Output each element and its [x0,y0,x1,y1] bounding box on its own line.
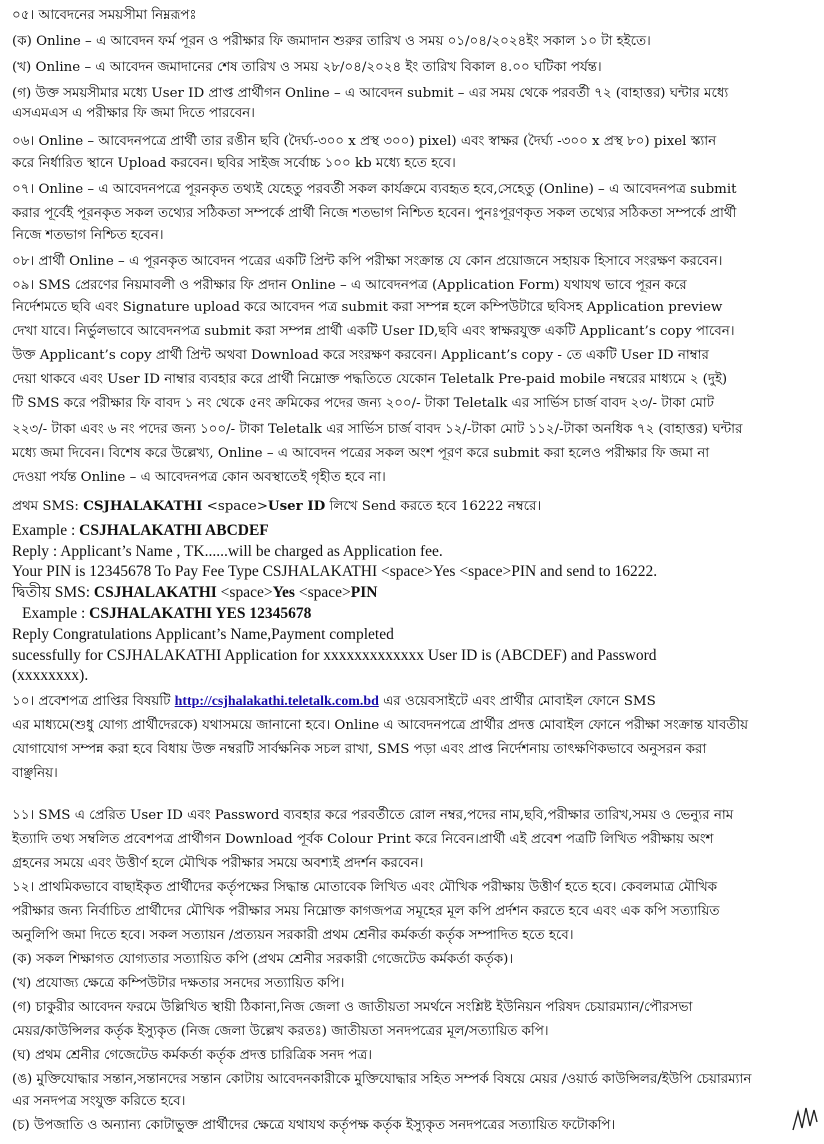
item-09-l2: নির্দেশমতে ছবি এবং Signature upload করে আবেদন পত্র submit করা সম্পন্ন হলে কম্পিউটারে ছবিসহ Application preview [12,300,723,315]
section-05-heading: ০৫। আবেদনের সময়সীমা নিম্নরূপঃ [12,8,197,23]
item-12-umo-cont: এর সনদপত্র সংযুক্ত করিতে হবে। [12,1094,186,1109]
reply-2: Reply Congratulations Applicant’s Name,Payment completed [12,626,394,643]
item-09-l7: ২২৩/- টাকা এবং ৬ নং পদের জন্য ১০০/- টাকা Teletalk এর সার্ভিস চার্জ বাবদ ১২/-টাকা মোট ১১২/-টাকা অনধিক ৭২ (বাহাত্তর) ঘন্টার [12,422,743,437]
item-08: ০৮। প্রার্থী Online – এ পূরনকৃত আবেদন পত্রের একটি প্রিন্ট কপি পরীক্ষা সংক্রান্ত যে কোন প্রয়োজনে সহায়ক হিসাবে সংরক্ষণ করবেন। [12,254,723,269]
item-12-kha: (খ) প্রযোজ্য ক্ষেত্রে কম্পিউটার দক্ষতার সনদের সত্যায়িত কপি। [12,976,345,991]
item-10: ১০। প্রবেশপত্র প্রাপ্তির বিষয়টি http://csjhalakathi.teletalk.com.bd এর ওয়েবসাইটে এবং প্রার্থীর মোবাইল ফোনে SMS [12,694,656,709]
password-line: (xxxxxxxx). [12,667,89,684]
second-sms-line: দ্বিতীয় SMS: CSJHALAKATHI <space>Yes <space>PIN [12,584,378,601]
item-10-l3: যোগাযোগ সম্পন্ন করা হবে বিধায় উক্ত নম্বরটি সার্বক্ষনিক সচল রাখা, SMS পড়া এবং প্রাপ্ত নির্দেশনায় তাৎক্ষণিকভাবে অনুসরন করা [12,742,707,757]
item-06-cont: করে নির্ধারিত স্থানে Upload করবেন। ছবির সাইজ সর্বোচ্চ ১০০ kb মধ্যে হতে হবে। [12,156,456,171]
item-05-ga-cont: এসএমএস এ পরীক্ষার ফি জমা দিতে পারবেন। [12,106,255,121]
item-05-ka: (ক) Online – এ আবেদন ফর্ম পূরন ও পরীক্ষার ফি জমাদান শুরুর তারিখ ও সময় ০১/০৪/২০২৪ইং সকাল ১০ টা হইতে। [12,34,651,49]
item-12-gha: (ঘ) প্রথম শ্রেনীর গেজেটেড কর্মকর্তা কর্তৃক প্রদত্ত চারিত্রিক সনদ পত্র। [12,1048,373,1063]
item-07-cont2: নিজে শতভাগ নিশ্চিত হবেন। [12,228,164,243]
item-12-ga: (গ) চাকুরীর আবেদন ফরমে উল্লিখিত স্থায়ী ঠিকানা,নিজ জেলা ও জাতীয়তা সমর্থনে সংশ্লিষ্ট ইউনিয়ন পরিষদ চেয়ারম্যান/পৌরসভা [12,1000,693,1015]
item-07-cont: করার পূর্বেই পূরনকৃত সকল তথ্যের সঠিকতা সম্পর্কে প্রার্থী নিজে শতভাগ নিশ্চিত হবেন। পুনঃপূরণকৃত সকল তথ্যের সঠিকতা সম্পর্কে প্রার্থী [12,206,737,221]
item-05-ga: (গ) উক্ত সময়সীমার মধ্যে User ID প্রাপ্ত প্রার্থীগন Online – এ আবেদন submit – এর সময় থেকে পরবর্তী ৭২ (বাহাত্তর) ঘন্টার মধ্যে [12,86,729,101]
item-09: ০৯। SMS প্রেরণের নিয়মাবলী ও পরীক্ষার ফি প্রদান Online – এ আবেদনপত্র (Application Form) যথাযথ ভাবে পূরন করে [12,278,687,293]
item-09-l5: দেয়া থাকবে এবং User ID নাম্বার ব্যবহার করে প্রার্থী নিম্নোক্ত পদ্ধতিতে যেকোন Teletalk Pre-paid mobile নম্বরের মাধ্যমে ২ (দুই) [12,372,728,387]
item-12-l2: পরীক্ষার জন্য নির্বাচিত প্রার্থীদের মৌখিক পরীক্ষার সময় নিম্নোক্ত কাগজপত্র সমূহের মূল কপি প্রর্দশন করতে হবে এবং এক কপি সত্যায়িত [12,904,720,919]
website-link[interactable]: http://csjhalakathi.teletalk.com.bd [174,694,379,709]
item-07: ০৭। Online – এ আবেদনপত্রে পূরনকৃত তথ্যই যেহেতু পরবর্তী সকল কার্যক্রমে ব্যবহৃত হবে,সেহেতু (Online) – এ আবেদনপত্র submit [12,182,737,197]
sms-userid: User ID [267,498,326,514]
first-sms-line: প্রথম SMS: CSJHALAKATHI <space>User ID লিখে Send করতে হবে 16222 নম্বরে। [12,498,542,514]
item-11: ১১। SMS এ প্রেরিত User ID এবং Password ব্যবহার করে পরবর্তীতে রোল নম্বর,পদের নাম,ছবি,পরীক্ষার তারিখ,সময় ও ভেন্যুর নাম [12,808,734,823]
item-11-l2: ইত্যাদি তথ্য সম্বলিত প্রবেশপত্র প্রার্থীগন Download পূর্বক Colour Print করে নিবেন।প্রার্থী এই প্রবেশ পত্রটি লিখিত পরীক্ষায় অংশ [12,832,714,847]
item-12: ১২। প্রাথমিকভাবে বাছাইকৃত প্রার্থীদের কর্তৃপক্ষের সিদ্ধান্ত মোতাবেক লিখিত এবং মৌখিক পরীক্ষায় উত্তীর্ণ হতে হবে। কেবলমাত্র মৌখিক [12,880,717,895]
item-12-l3: অনুলিপি জমা দিতে হবে। সকল সত্যায়ন /প্রত্যয়ন সরকারী প্রথম শ্রেনীর কর্মকর্তা কর্তৃক সম্পাদিত হতে হবে। [12,928,574,943]
reply-2-cont: sucessfully for CSJHALAKATHI Application for xxxxxxxxxxxxx User ID is (ABCDEF) and Password [12,647,657,664]
item-09-l4: উক্ত Applicant’s copy প্রার্থী প্রিন্ট অথবা Download করে সংরক্ষণ করবেন। Applicant’s copy - তে একটি User ID নাম্বার [12,348,709,363]
item-09-l3: দেখা যাবে। নির্ভুলভাবে আবেদনপত্র submit করা সম্পন্ন প্রার্থী একটি User ID,ছবি এবং স্বাক্ষরযুক্ত একটি Applicant’s copy পাবেন। [12,324,735,339]
example-1: Example : CSJHALAKATHI ABCDEF [12,522,269,539]
item-12-cha: (চ) উপজাতি ও অন্যান্য কোটাভুক্ত প্রার্থীদের ক্ষেত্রে যথাযথ কর্তৃপক্ষ কর্তৃক ইস্যুকৃত সনদপত্রের সত্যায়িত ফটোকপি। [12,1118,616,1133]
example-2: Example : CSJHALAKATHI YES 12345678 [22,605,312,622]
item-12-ka: (ক) সকল শিক্ষাগত যোগ্যতার সত্যায়িত কপি (প্রথম শ্রেনীর সরকারী গেজেটেড কর্মকর্তা কর্তৃক)। [12,952,514,967]
item-12-umo: (ঙ) মুক্তিযোদ্ধার সন্তান,সন্তানদের সন্তান কোটায় আবেদনকারীকে মুক্তিযোদ্ধার সহিত সম্পর্ক বিষয়ে মেয়র /ওয়ার্ড কাউন্সিলর/ইউপি চেয়ারম্যান [12,1072,752,1087]
item-11-l3: গ্রহনের সময়ে এবং উত্তীর্ণ হলে মৌখিক পরীক্ষার সময়ে অবশ্যই প্রদর্শন করবেন। [12,856,424,871]
signature-mark [790,1100,820,1136]
pin-line: Your PIN is 12345678 To Pay Fee Type CSJHALAKATHI <space>Yes <space>PIN and send to 16222. [12,563,658,580]
item-09-l8: মধ্যে জমা দিবেন। বিশেষ করে উল্লেখ্য, Online – এ আবেদন পত্রের সকল অংশ পূরণ করে submit করা হলেও পরীক্ষার ফি জমা না [12,446,710,461]
item-10-l4: বাঞ্ছনিয়। [12,766,58,781]
item-06: ০৬। Online – আবেদনপত্রে প্রার্থী তার রঙীন ছবি (দৈর্ঘ্য-৩০০ x প্রস্থ ৩০০) pixel) এবং স্বাক্ষর (দৈর্ঘ্য -৩০০ x প্রস্থ ৮০) pixel স্ক্যান [12,134,717,149]
item-10-l2: এর মাধ্যমে(শুধু যোগ্য প্রার্থীদেরকে) যথাসময়ে জানানো হবে। Online এ আবেদনপত্রে প্রার্থীর প্রদত্ত মোবাইল ফোনে পরীক্ষা সংক্রান্ত যাবতীয় [12,718,749,733]
item-09-l6: টি SMS করে পরীক্ষার ফি বাবদ ১ নং থেকে ৫নং ক্রমিকের পদের জন্য ২০০/- টাকা Teletalk এর সার্ভিস চার্জ বাবদ ২৩/- টাকা মোট [12,396,714,411]
sms-keyword: CSJHALAKATHI [83,498,203,514]
reply-1: Reply : Applicant’s Name , TK......will be charged as Application fee. [12,543,443,560]
item-05-kha: (খ) Online – এ আবেদন জমাদানের শেষ তারিখ ও সময় ২৮/০৪/২০২৪ ইং তারিখ বিকাল ৪.০০ ঘটিকা পর্যন্ত। [12,60,602,75]
item-09-l9: দেওয়া পর্যন্ত Online – এ আবেদনপত্র কোন অবস্থাতেই গৃহীত হবে না। [12,470,386,485]
item-12-ga-cont: মেয়র/কাউন্সিলর কর্তৃক ইস্যুকৃত (নিজ জেলা উল্লেখ করতঃ) জাতীয়তা সনদপত্রের মূল/সত্যায়িত কপি। [12,1024,549,1039]
